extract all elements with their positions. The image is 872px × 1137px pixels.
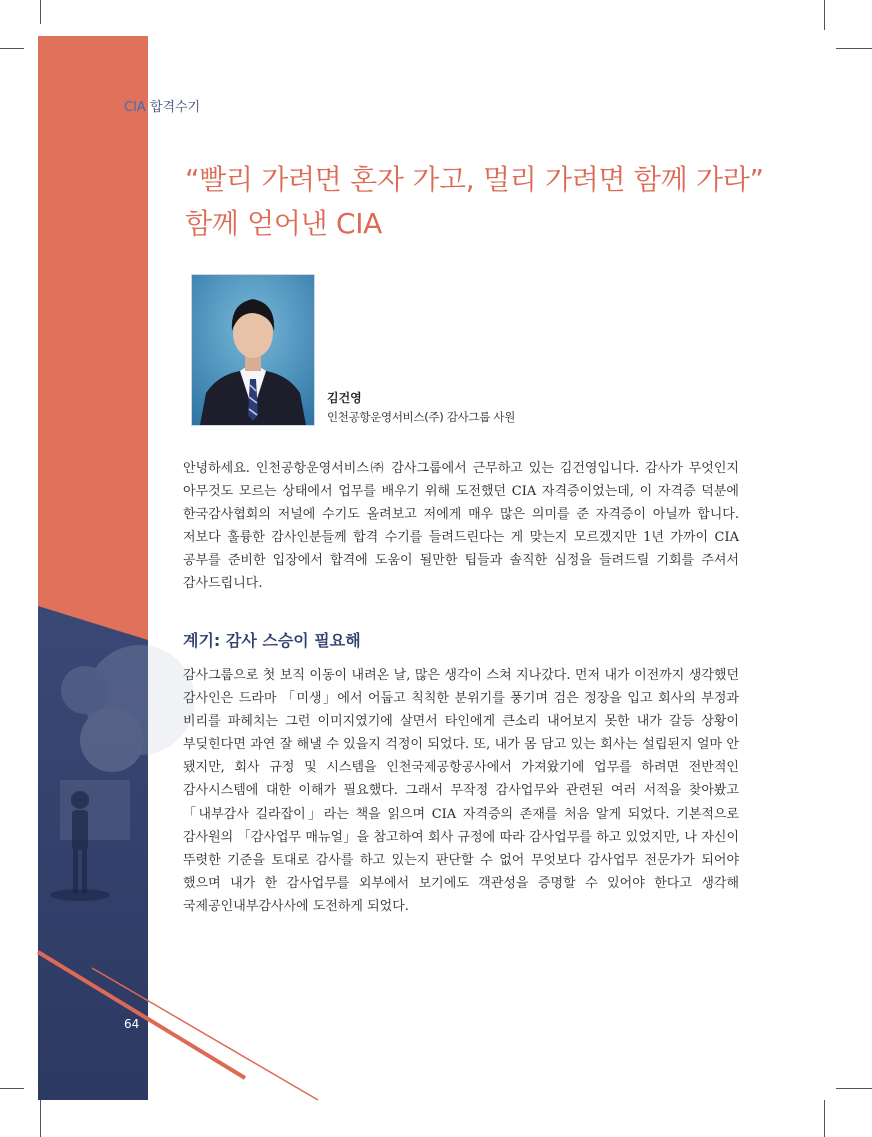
author-name: 김건영 xyxy=(327,391,362,405)
section-heading: 계기: 감사 스승이 필요해 xyxy=(183,631,361,650)
intro-paragraph: 안녕하세요. 인천공항운영서비스㈜ 감사그룹에서 근무하고 있는 김건영입니다. 감사가 무엇인지 아무것도 모르는 상태에서 업무를 배우기 위해 도전했던 CIA 자격증이었는데, 이 자격증 덕분에 한국감사협회의 저널에 수기도 올려보고 저에게 매우 많은 의미를 준 자격증이 아닐까 합니다. 저보다 훌륭한 감사인분들께 합격 수기를 들려드린다는 게 맞는지 모르겠지만 1년 가까이 CIA 공부를 준비한 입장에서 합격에 도움이 될만한 팁들과 솔직한 심정을 들려드릴 기회를 주셔서 감사드립니다. xyxy=(183,461,739,592)
author-info xyxy=(327,389,515,427)
header-label-cia: CIA xyxy=(124,100,146,115)
figure-shadow xyxy=(50,889,110,901)
section-header xyxy=(124,96,200,115)
article-title xyxy=(185,158,764,246)
section-paragraph: 감사그룹으로 첫 보직 이동이 내려온 날, 많은 생각이 스쳐 지나갔다. 먼저 내가 이전까지 생각했던 감사인은 드라마 「미생」에서 어둡고 칙칙한 분위기를 풍기며 검은 정장을 입고 회사의 부정과 비리를 파헤치는 그런 이미지였기에 살면서 타인에게 큰소리 내어보지 못한 내가 갈등 상황이 부딪힌다면 과연 잘 해낼 수 있을지 걱정이 되었다. 또, 내가 몸 담고 있는 회사는 설립된지 얼마 안 됐지만, 회사 규정 및 시스템을 인천국제공항공사에서 가져왔기에 업무를 하려면 전반적인 감사시스템에 대한 이해가 필요했다. 그래서 무작정 감사업무와 관련된 여러 서적을 찾아봤고 「내부감사 길라잡이」라는 책을 읽으며 CIA 자격증의 존재를 처음 알게 되었다. 기본적으로 감사원의 「감사업무 매뉴얼」을 참고하여 회사 규정에 따라 감사업무를 하고 있었지만, 나 자신이 뚜렷한 기준을 토대로 감사를 하고 있는지 판단할 수 없어 무엇보다 감사업무 전문가가 되어야 했으며 내가 한 감사업무를 외부에서 보기에도 객관성을 증명할 수 있어야 한다고 생각해 국제공인내부감사사에 도전하게 되었다. xyxy=(183,668,739,914)
author-affiliation: 인천공항운영서비스(주) 감사그룹 사원 xyxy=(327,410,516,424)
page-number: 64 xyxy=(124,1017,140,1031)
title-line-2: 함께 얻어낸 CIA xyxy=(185,207,383,240)
author-photo xyxy=(191,274,315,426)
header-label-text: 합격수기 xyxy=(145,100,201,115)
title-line-1: “빨리 가려면 혼자 가고, 멀리 가려면 함께 가라” xyxy=(185,163,764,196)
